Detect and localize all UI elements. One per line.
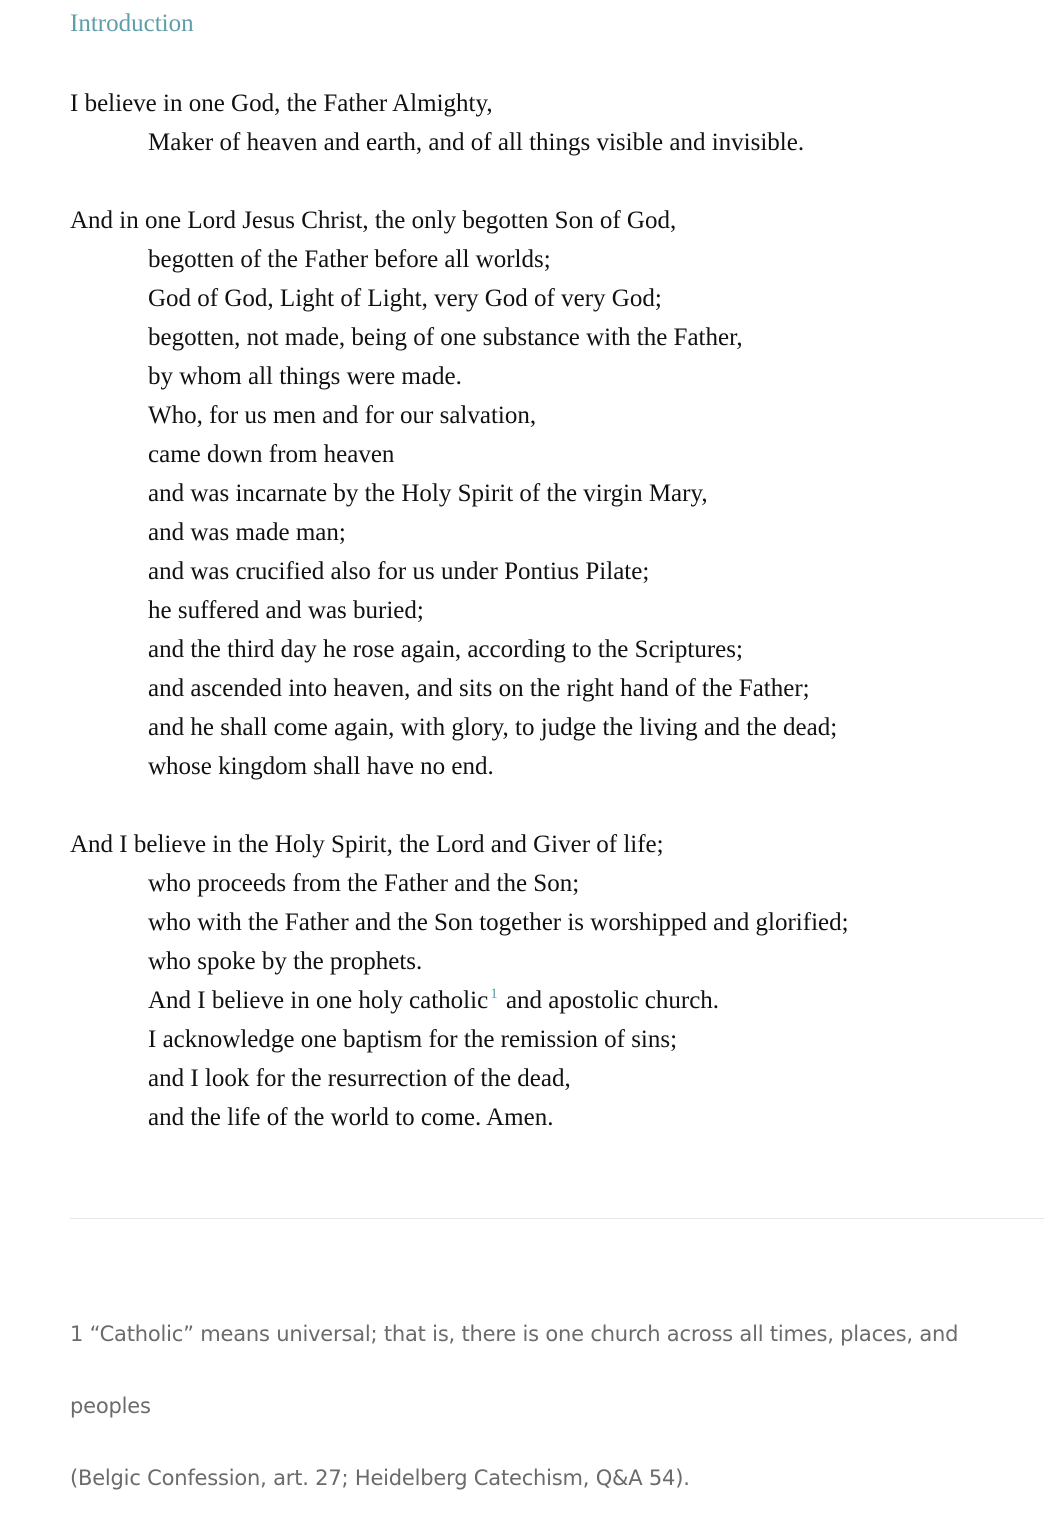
creed-line: I believe in one God, the Father Almighty,	[70, 90, 493, 117]
creed-line: whose kingdom shall have no end.	[148, 753, 494, 780]
creed-line: Maker of heaven and earth, and of all things visible and invisible.	[148, 129, 805, 156]
footnote-line: 1 “Catholic” means universal; that is, there is one church across all times, places, and peoples	[70, 1322, 959, 1418]
footnote-ref-1[interactable]: 1	[490, 986, 498, 1002]
creed-line: came down from heaven	[148, 441, 395, 468]
creed-line: And in one Lord Jesus Christ, the only begotten Son of God,	[70, 207, 677, 234]
creed-line: God of God, Light of Light, very God of very God;	[148, 285, 662, 312]
apostolic-text: and apostolic church.	[505, 987, 720, 1014]
stanza-gap	[70, 786, 1030, 825]
creed-line: and I look for the resurrection of the dead,	[148, 1065, 571, 1092]
creed-line: and was crucified also for us under Pontius Pilate;	[148, 558, 650, 585]
creed-text	[70, 84, 1030, 1137]
creed-line: he suffered and was buried;	[148, 597, 424, 624]
creed-line: and was made man;	[148, 519, 346, 546]
creed-line: and the life of the world to come. Amen.	[148, 1104, 554, 1131]
creed-line: who with the Father and the Son together is worshipped and glorified;	[148, 909, 849, 936]
creed-line: who proceeds from the Father and the Son;	[148, 870, 580, 897]
creed-line: and the third day he rose again, according to the Scriptures;	[148, 636, 743, 663]
creed-line: and ascended into heaven, and sits on the right hand of the Father;	[148, 675, 810, 702]
stanza-gap	[70, 162, 1030, 201]
catholic-text: And I believe in one holy catholic	[148, 987, 489, 1014]
creed-line: Who, for us men and for our salvation,	[148, 402, 537, 429]
creed-line: begotten of the Father before all worlds;	[148, 246, 551, 273]
creed-stanza-spirit	[70, 825, 1030, 1137]
creed-stanza-son	[70, 201, 1030, 786]
footnote-1	[70, 1298, 1030, 1514]
creed-line: by whom all things were made.	[148, 363, 462, 390]
creed-line: and was incarnate by the Holy Spirit of the virgin Mary,	[148, 480, 708, 507]
creed-line: who spoke by the prophets.	[148, 948, 423, 975]
creed-stanza-father	[70, 84, 1030, 162]
creed-line: And I believe in the Holy Spirit, the Lord and Giver of life;	[70, 831, 664, 858]
footnote-divider	[70, 1218, 1044, 1219]
creed-line-catholic	[70, 981, 1030, 1020]
introduction-link[interactable]: Introduction	[70, 10, 194, 37]
creed-line: and he shall come again, with glory, to judge the living and the dead;	[148, 714, 838, 741]
creed-line: I acknowledge one baptism for the remission of sins;	[148, 1026, 678, 1053]
creed-line: begotten, not made, being of one substance with the Father,	[148, 324, 743, 351]
footnote-line: (Belgic Confession, art. 27; Heidelberg Catechism, Q&A 54).	[70, 1466, 690, 1490]
